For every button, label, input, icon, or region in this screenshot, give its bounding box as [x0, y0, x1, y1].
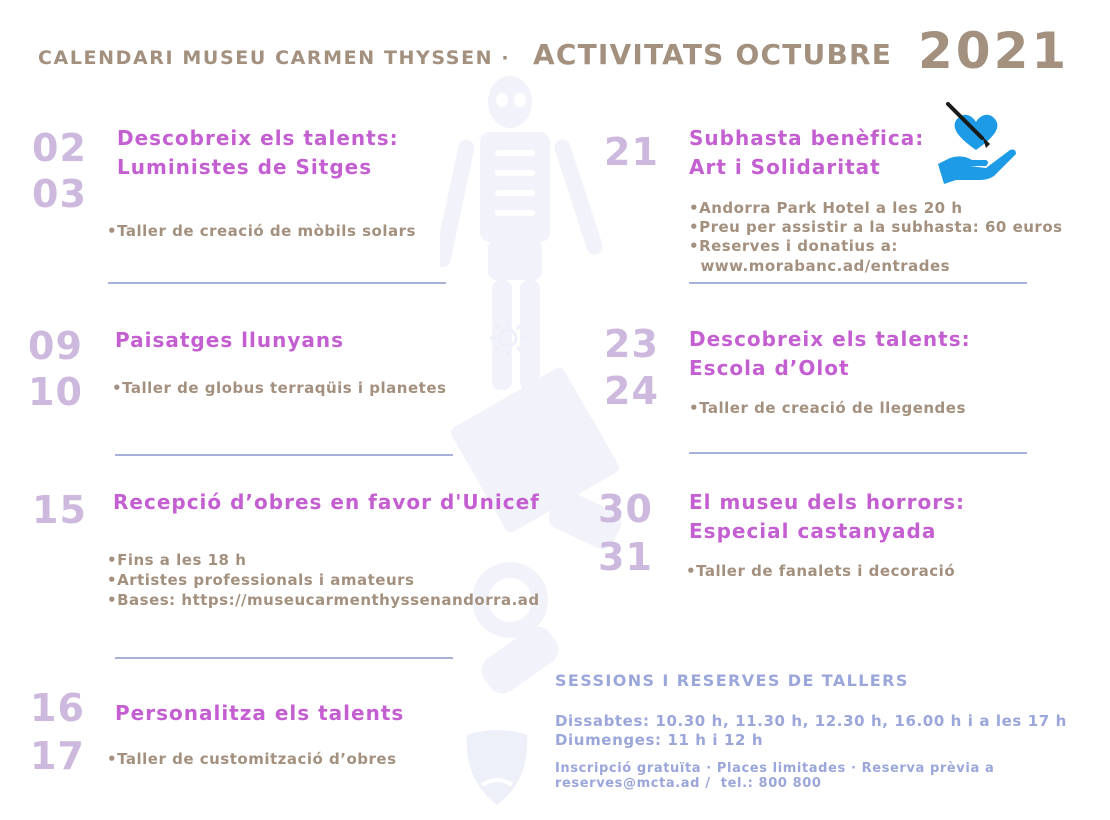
- event-title: Especial castanyada: [689, 519, 937, 543]
- event-detail: •Taller de customització d’obres: [107, 750, 397, 768]
- event-title: Recepció d’obres en favor d'Unicef: [113, 490, 540, 514]
- sessions-contact: reserves@mcta.ad / tel.: 800 800: [555, 776, 822, 791]
- sun-icon: [488, 318, 528, 358]
- divider: [115, 657, 453, 659]
- event-title: Personalitza els talents: [115, 701, 405, 725]
- event-detail: •Andorra Park Hotel a les 20 h: [689, 199, 963, 217]
- event-detail: •Taller de fanalets i decoració: [686, 562, 956, 580]
- page-header: [38, 22, 1078, 80]
- header-subtitle: CALENDARI MUSEU CARMEN THYSSEN ·: [38, 47, 511, 69]
- divider: [689, 452, 1027, 454]
- event-date: 15: [32, 488, 87, 532]
- divider: [689, 282, 1027, 284]
- theatre-mask-icon: [462, 730, 532, 810]
- event-detail: •Reserves i donatius a:: [689, 237, 898, 255]
- event-detail: •Artistes professionals i amateurs: [107, 571, 415, 589]
- divider: [108, 282, 446, 284]
- sessions-schedule: Dissabtes: 10.30 h, 11.30 h, 12.30 h, 16.00 h i a les 17 h: [555, 712, 1067, 730]
- event-date: 21: [604, 130, 659, 174]
- event-date: 23: [604, 322, 659, 366]
- event-title: Art i Solidaritat: [689, 155, 881, 179]
- event-title: Escola d’Olot: [689, 356, 850, 380]
- sessions-info: Inscripció gratuïta · Places limitades · Reserva prèvia a: [555, 761, 995, 776]
- event-date: 31: [598, 535, 653, 579]
- event-title: Descobreix els talents:: [117, 126, 399, 150]
- header-year: 2021: [918, 22, 1070, 80]
- event-date: 09: [28, 324, 83, 368]
- sessions-heading: SESSIONS I RESERVES DE TALLERS: [555, 671, 909, 690]
- charity-heart-hand-icon: [936, 102, 1020, 186]
- event-date: 10: [28, 370, 83, 414]
- divider: [115, 454, 453, 456]
- event-detail: •Bases: https://museucarmenthyssenandorra.ad: [107, 591, 540, 609]
- event-date: 30: [598, 487, 653, 531]
- event-date: 17: [30, 734, 85, 778]
- event-date: 16: [30, 686, 85, 730]
- event-detail: www.morabanc.ad/entrades: [689, 257, 951, 275]
- skeleton-illustration: [440, 60, 660, 820]
- event-date: 02: [32, 126, 87, 170]
- event-title: Descobreix els talents:: [689, 327, 971, 351]
- event-detail: •Taller de globus terraqüis i planetes: [112, 379, 447, 397]
- event-date: 24: [604, 369, 659, 413]
- event-title: Paisatges llunyans: [115, 328, 345, 352]
- event-title: El museu dels horrors:: [689, 490, 966, 514]
- header-title: ACTIVITATS OCTUBRE: [533, 38, 893, 71]
- event-title: Luministes de Sitges: [117, 155, 373, 179]
- event-date: 03: [32, 172, 87, 216]
- event-detail: •Taller de creació de llegendes: [689, 399, 966, 417]
- event-detail: •Taller de creació de mòbils solars: [107, 222, 416, 240]
- sessions-schedule: Diumenges: 11 h i 12 h: [555, 731, 764, 749]
- event-title: Subhasta benèfica:: [689, 126, 925, 150]
- event-detail: •Fins a les 18 h: [107, 551, 247, 569]
- event-detail: •Preu per assistir a la subhasta: 60 euros: [689, 218, 1063, 236]
